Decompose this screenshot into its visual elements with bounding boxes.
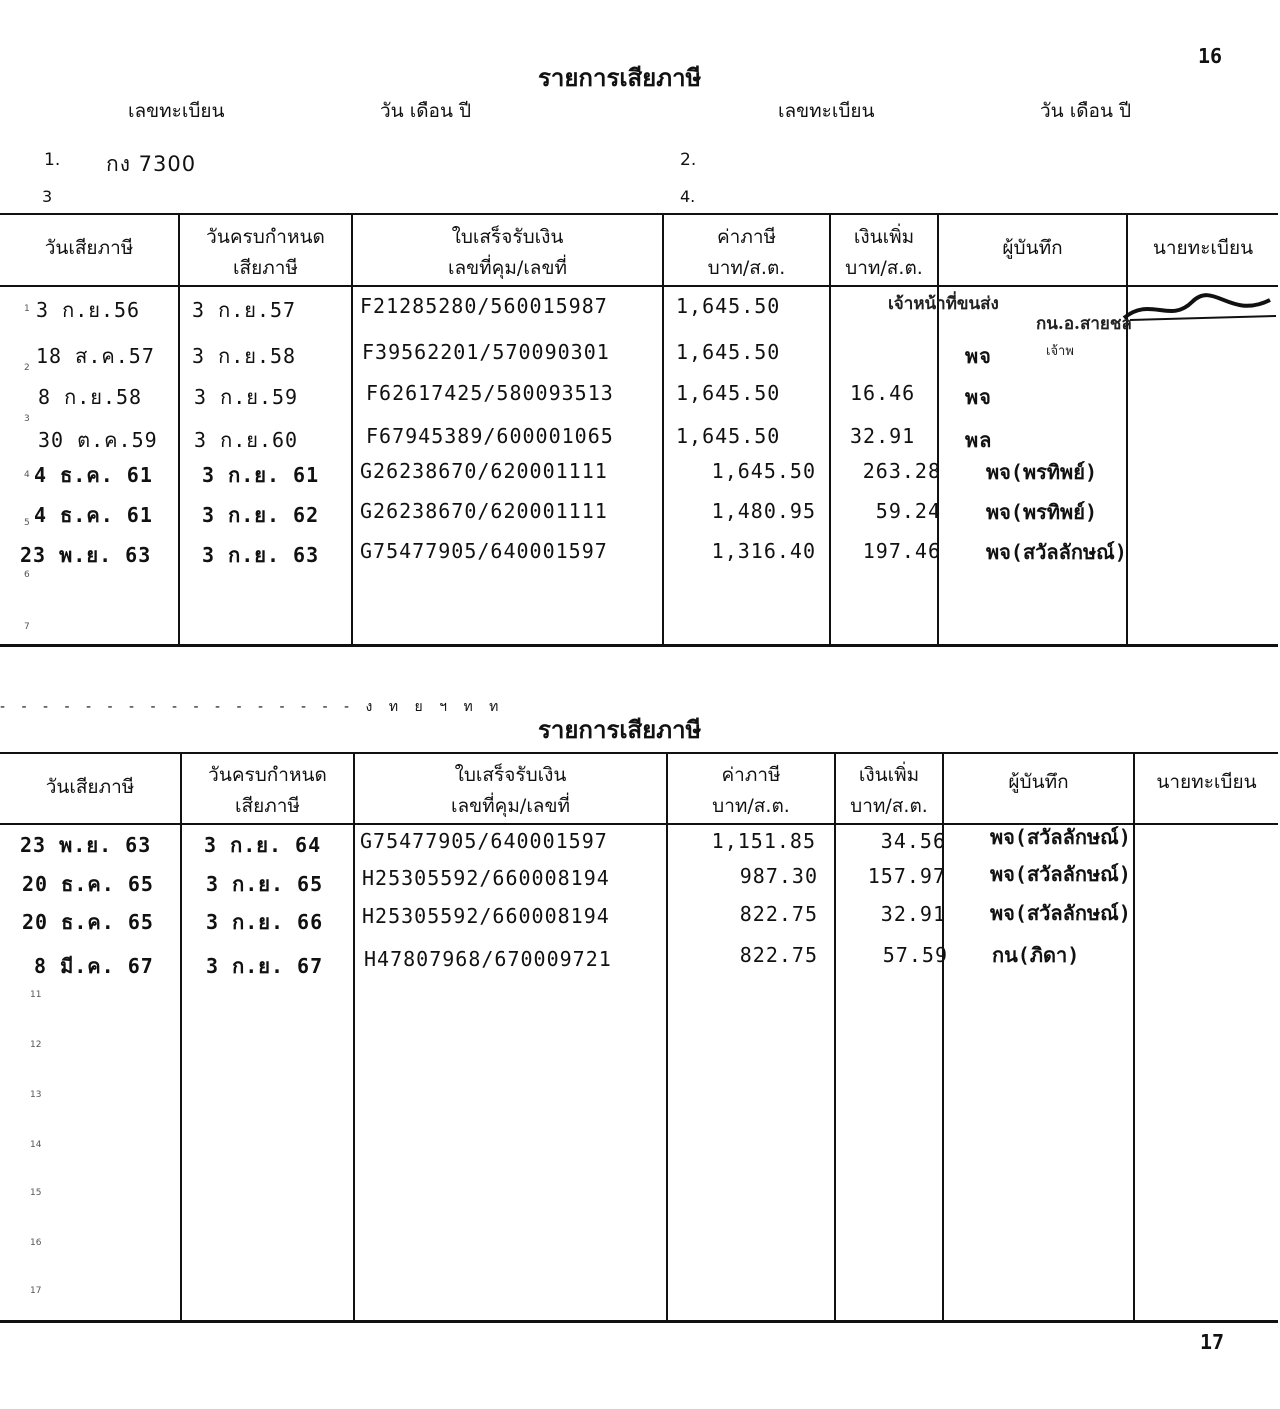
paid-date: 4 ธ.ค. 61: [34, 503, 153, 527]
due-date: 3 ก.ย. 65: [206, 872, 324, 896]
column-header-due-date: วันครบกำหนด เสียภาษี: [206, 226, 325, 279]
paid-date: 23 พ.ย. 63: [20, 833, 152, 857]
paid-date: 4 ธ.ค. 61: [34, 463, 153, 487]
reg-entry-number: 4.: [680, 187, 696, 206]
tax-amount: 1,645.50: [676, 340, 781, 364]
recorder: พจ(สวัลลักษณ์): [990, 825, 1131, 849]
due-date: 3 ก.ย.57: [192, 298, 297, 322]
due-date: 3 ก.ย. 61: [202, 463, 320, 487]
paid-date: 3 ก.ย.56: [36, 298, 141, 322]
recorder: พจ(พรทิพย์): [986, 460, 1097, 484]
tax-amount: 1,645.50: [711, 459, 816, 483]
tax-amount: 1,645.50: [676, 381, 781, 405]
row-line-number: 4: [24, 470, 30, 480]
reg-entry-number: 3: [42, 187, 53, 206]
official-stamp-line: กน.อ.สายชล: [1036, 314, 1132, 334]
date-header-right: วัน เดือน ปี: [1040, 100, 1132, 122]
reg-entry-number: 2.: [680, 150, 697, 170]
column-header-paid-date: วันเสียภาษี: [45, 776, 135, 798]
date-header-left: วัน เดือน ปี: [380, 100, 472, 122]
column-header-paid-date: วันเสียภาษี: [44, 237, 134, 259]
section2-title: รายการเสียภาษี: [538, 715, 702, 744]
extra-amount: 32.91: [880, 902, 946, 926]
recorder: พจ: [965, 385, 992, 409]
due-date: 3 ก.ย. 62: [202, 503, 320, 527]
receipt-number: G75477905/640001597: [360, 539, 608, 563]
column-header-receipt: ใบเสร็จรับเงิน เลขที่คุม/เลขที่: [451, 764, 570, 817]
row-line-number: 5: [24, 518, 30, 528]
column-header-due-date: วันครบกำหนด เสียภาษี: [208, 764, 327, 817]
recorder: พจ(สวัลลักษณ์): [990, 901, 1131, 925]
column-divider: [937, 213, 939, 645]
page-number-top: 16: [1198, 44, 1223, 68]
paid-date: 30 ต.ค.59: [38, 428, 158, 452]
table-border: [0, 285, 1278, 287]
table-border: [0, 644, 1278, 647]
table-border: [0, 752, 1278, 754]
row-line-number: 3: [24, 414, 30, 424]
extra-amount: 32.91: [850, 424, 916, 448]
column-header-tax: ค่าภาษี บาท/ส.ต.: [712, 764, 790, 817]
receipt-number: F39562201/570090301: [362, 340, 610, 364]
reg-header-right: เลขทะเบียน: [778, 100, 875, 122]
column-header-recorder: ผู้บันทึก: [1002, 237, 1063, 259]
tax-amount: 1,645.50: [676, 424, 781, 448]
reg-header-left: เลขทะเบียน: [128, 100, 225, 122]
column-divider: [353, 752, 355, 1321]
due-date: 3 ก.ย. 64: [204, 833, 322, 857]
receipt-number: H25305592/660008194: [362, 866, 610, 890]
row-line-number: 1: [24, 304, 30, 314]
tax-amount: 822.75: [739, 943, 818, 967]
extra-amount: 263.28: [862, 459, 941, 483]
extra-amount: 157.97: [867, 864, 946, 888]
due-date: 3 ก.ย. 63: [202, 543, 320, 567]
paid-date: 18 ส.ค.57: [36, 344, 155, 368]
column-divider: [1126, 213, 1128, 645]
row-line-number: 2: [24, 363, 30, 373]
paid-date: 8 มี.ค. 67: [34, 954, 154, 978]
reg-entry-value: กง 7300: [106, 152, 197, 176]
signature-icon: [1120, 290, 1280, 330]
paid-date: 20 ธ.ค. 65: [22, 910, 154, 934]
receipt-number: G26238670/620001111: [360, 459, 608, 483]
due-date: 3 ก.ย.60: [194, 428, 299, 452]
row-line-number: 16: [30, 1238, 42, 1248]
recorder: กน(ภิดา): [992, 943, 1080, 967]
column-header-registrar: นายทะเบียน: [1152, 237, 1254, 259]
tax-amount: 1,316.40: [711, 539, 816, 563]
extra-amount: 197.46: [862, 539, 941, 563]
column-header-receipt: ใบเสร็จรับเงิน เลขที่คุม/เลขที่: [448, 226, 567, 279]
row-line-number: 12: [30, 1040, 42, 1050]
tax-amount: 1,645.50: [676, 294, 781, 318]
row-line-number: 7: [24, 622, 30, 632]
due-date: 3 ก.ย. 66: [206, 910, 324, 934]
recorder: พล: [965, 428, 993, 452]
extra-amount: 59.24: [875, 499, 941, 523]
extra-amount: 57.59: [882, 943, 948, 967]
row-line-number: 6: [24, 570, 30, 580]
previous-page-fragment: - - - - - - - - - - - - - - - - - ง ท ย ฯ ท ท: [0, 699, 505, 715]
receipt-number: H47807968/670009721: [364, 947, 612, 971]
recorder: พจ: [965, 344, 992, 368]
receipt-number: F67945389/600001065: [366, 424, 614, 448]
column-header-extra: เงินเพิ่ม บาท/ส.ต.: [850, 764, 928, 817]
receipt-number: F21285280/560015987: [360, 294, 608, 318]
reg-entry-number: 1.: [44, 150, 61, 170]
due-date: 3 ก.ย.58: [192, 344, 297, 368]
column-divider: [180, 752, 182, 1321]
section1-title: รายการเสียภาษี: [538, 63, 702, 92]
column-header-tax: ค่าภาษี บาท/ส.ต.: [707, 226, 786, 279]
receipt-number: F62617425/580093513: [366, 381, 614, 405]
paid-date: 20 ธ.ค. 65: [22, 872, 154, 896]
column-divider: [1133, 752, 1135, 1321]
tax-amount: 1,480.95: [711, 499, 816, 523]
receipt-number: H25305592/660008194: [362, 904, 610, 928]
paid-date: 8 ก.ย.58: [38, 385, 143, 409]
table-border: [0, 1320, 1278, 1323]
row-line-number: 17: [30, 1286, 42, 1296]
due-date: 3 ก.ย. 67: [206, 954, 324, 978]
page-number-bottom: 17: [1200, 1330, 1225, 1354]
tax-amount: 987.30: [739, 864, 818, 888]
row-line-number: 14: [30, 1140, 42, 1150]
due-date: 3 ก.ย.59: [194, 385, 299, 409]
table-border: [0, 213, 1278, 215]
extra-amount: 16.46: [850, 381, 916, 405]
receipt-number: G75477905/640001597: [360, 829, 608, 853]
recorder: พจ(สวัลลักษณ์): [990, 862, 1131, 886]
tax-amount: 1,151.85: [711, 829, 816, 853]
extra-amount: 34.56: [880, 829, 946, 853]
row-line-number: 15: [30, 1188, 42, 1198]
row-line-number: 13: [30, 1090, 42, 1100]
official-stamp-line: เจ้าหน้าที่ขนส่ง: [888, 294, 999, 314]
recorder: พจ(สวัลลักษณ์): [986, 540, 1127, 564]
paid-date: 23 พ.ย. 63: [20, 543, 152, 567]
recorder: พจ(พรทิพย์): [986, 500, 1097, 524]
receipt-number: G26238670/620001111: [360, 499, 608, 523]
row-line-number: 11: [30, 990, 42, 1000]
tax-amount: 822.75: [739, 902, 818, 926]
column-header-recorder: ผู้บันทึก: [1008, 771, 1069, 793]
official-stamp-line: เจ้าพ: [1046, 344, 1074, 359]
column-header-registrar: นายทะเบียน: [1156, 771, 1257, 793]
column-header-extra: เงินเพิ่ม บาท/ส.ต.: [845, 226, 923, 279]
